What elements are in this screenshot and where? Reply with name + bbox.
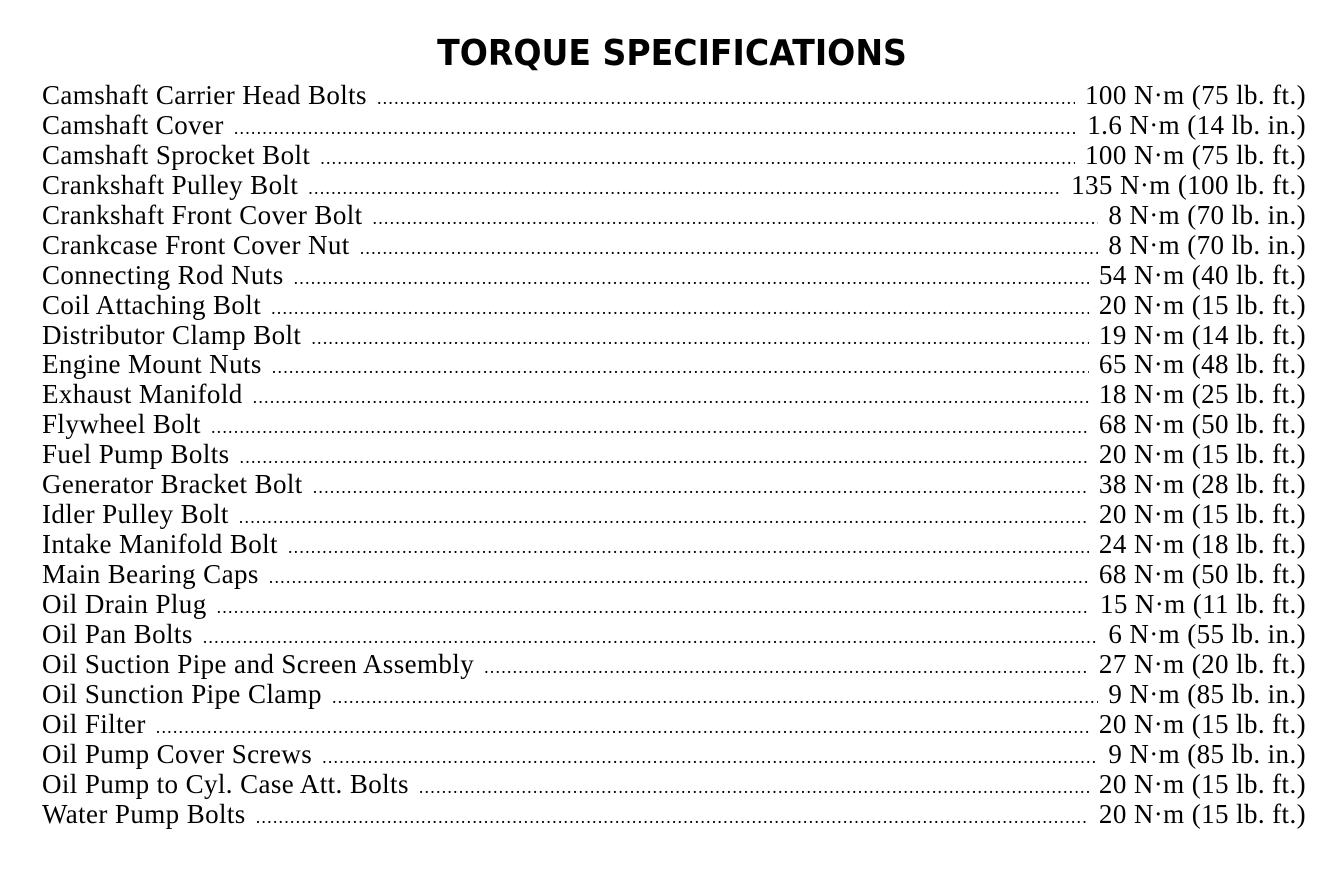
page-title: TORQUE SPECIFICATIONS — [437, 33, 907, 75]
dot-leader — [217, 593, 1090, 620]
dot-leader — [484, 653, 1089, 680]
spec-row — [42, 141, 1306, 171]
dot-leader — [377, 84, 1075, 111]
dot-leader — [239, 503, 1089, 530]
dot-leader — [269, 563, 1089, 590]
dot-leader — [419, 773, 1089, 800]
spec-value: 100 N·m (75 lb. ft.) — [1085, 140, 1306, 170]
spec-name: Oil Sunction Pipe Clamp — [42, 679, 322, 709]
spec-value: 9 N·m (85 lb. in.) — [1108, 739, 1306, 769]
spec-row — [42, 171, 1306, 201]
spec-value: 135 N·m (100 lb. ft.) — [1071, 170, 1306, 200]
spec-row — [42, 201, 1306, 231]
spec-row — [42, 291, 1306, 321]
spec-name: Oil Drain Plug — [42, 589, 207, 619]
spec-name: Flywheel Bolt — [42, 410, 201, 440]
spec-row — [42, 111, 1306, 141]
dot-leader — [211, 413, 1089, 440]
spec-name: Main Bearing Caps — [42, 560, 259, 589]
dot-leader — [320, 144, 1075, 171]
spec-row — [42, 81, 1306, 111]
spec-value: 8 N·m (70 lb. in.) — [1108, 230, 1306, 260]
dot-leader — [313, 473, 1089, 500]
dot-leader — [253, 383, 1089, 410]
spec-row — [42, 620, 1306, 650]
spec-name: Water Pump Bolts — [42, 799, 246, 829]
spec-name: Connecting Rod Nuts — [42, 260, 284, 290]
dot-leader — [294, 264, 1089, 291]
spec-row — [42, 321, 1306, 351]
dot-leader — [256, 803, 1089, 830]
spec-name: Fuel Pump Bolts — [42, 440, 230, 470]
dot-leader — [240, 443, 1089, 470]
spec-name: Camshaft Cover — [42, 110, 224, 140]
dot-leader — [271, 294, 1089, 321]
spec-value: 20 N·m (15 lb. ft.) — [1098, 290, 1306, 320]
spec-value: 27 N·m (20 lb. ft.) — [1098, 649, 1306, 679]
spec-name: Oil Pump Cover Screws — [42, 739, 313, 769]
spec-value: 6 N·m (55 lb. in.) — [1108, 619, 1306, 649]
spec-name: Camshaft Sprocket Bolt — [42, 140, 311, 170]
dot-leader — [360, 234, 1099, 261]
dot-leader — [332, 683, 1098, 710]
spec-name: Oil Suction Pipe and Screen Assembly — [42, 649, 475, 679]
spec-name: Oil Filter — [42, 709, 146, 739]
spec-row — [42, 590, 1306, 620]
spec-row — [42, 740, 1306, 770]
spec-value: 65 N·m (48 lb. ft.) — [1098, 350, 1306, 380]
dot-leader — [308, 174, 1061, 201]
spec-name: Exhaust Manifold — [42, 380, 243, 410]
spec-name: Coil Attaching Bolt — [42, 290, 262, 320]
spec-value: 20 N·m (15 lb. ft.) — [1098, 769, 1306, 799]
spec-row — [42, 261, 1306, 291]
spec-name: Distributor Clamp Bolt — [42, 320, 302, 350]
spec-value: 24 N·m (18 lb. ft.) — [1098, 530, 1306, 560]
spec-row — [42, 650, 1306, 680]
spec-row — [42, 410, 1306, 440]
spec-value: 20 N·m (15 lb. ft.) — [1098, 440, 1306, 470]
dot-leader — [322, 743, 1098, 770]
spec-name: Crankcase Front Cover Nut — [42, 230, 350, 260]
spec-value: 54 N·m (40 lb. ft.) — [1098, 260, 1306, 290]
spec-value: 38 N·m (28 lb. ft.) — [1098, 470, 1306, 500]
spec-row — [42, 440, 1306, 470]
spec-name: Crankshaft Pulley Bolt — [42, 170, 299, 200]
spec-value: 100 N·m (75 lb. ft.) — [1085, 81, 1306, 110]
spec-row — [42, 350, 1306, 380]
spec-row — [42, 530, 1306, 560]
spec-name: Generator Bracket Bolt — [42, 470, 303, 500]
spec-row — [42, 500, 1306, 530]
dot-leader — [156, 713, 1089, 740]
torque-spec-list — [42, 81, 1306, 829]
spec-name: Oil Pan Bolts — [42, 619, 193, 649]
spec-value: 19 N·m (14 lb. ft.) — [1098, 320, 1306, 350]
spec-value: 20 N·m (15 lb. ft.) — [1098, 799, 1306, 829]
spec-value: 20 N·m (15 lb. ft.) — [1098, 500, 1306, 530]
dot-leader — [373, 204, 1099, 231]
spec-value: 68 N·m (50 lb. ft.) — [1098, 560, 1306, 589]
spec-name: Idler Pulley Bolt — [42, 500, 229, 530]
spec-row — [42, 560, 1306, 590]
dot-leader — [311, 324, 1089, 351]
spec-row — [42, 231, 1306, 261]
spec-name: Oil Pump to Cyl. Case Att. Bolts — [42, 769, 409, 799]
dot-leader — [203, 623, 1099, 650]
spec-value: 9 N·m (85 lb. in.) — [1108, 679, 1306, 709]
spec-value: 20 N·m (15 lb. ft.) — [1098, 709, 1306, 739]
spec-value: 18 N·m (25 lb. ft.) — [1098, 380, 1306, 410]
dot-leader — [288, 533, 1089, 560]
spec-row — [42, 680, 1306, 710]
spec-row — [42, 380, 1306, 410]
spec-name: Camshaft Carrier Head Bolts — [42, 81, 367, 110]
spec-row — [42, 710, 1306, 740]
spec-row — [42, 470, 1306, 500]
spec-value: 15 N·m (11 lb. ft.) — [1099, 589, 1306, 619]
dot-leader — [272, 353, 1089, 380]
spec-value: 68 N·m (50 lb. ft.) — [1098, 410, 1306, 440]
spec-row — [42, 800, 1306, 830]
spec-value: 8 N·m (70 lb. in.) — [1108, 200, 1306, 230]
dot-leader — [234, 114, 1077, 141]
spec-value: 1.6 N·m (14 lb. in.) — [1087, 110, 1306, 140]
spec-name: Crankshaft Front Cover Bolt — [42, 200, 363, 230]
spec-name: Engine Mount Nuts — [42, 350, 262, 380]
spec-name: Intake Manifold Bolt — [42, 530, 278, 560]
spec-row — [42, 770, 1306, 800]
